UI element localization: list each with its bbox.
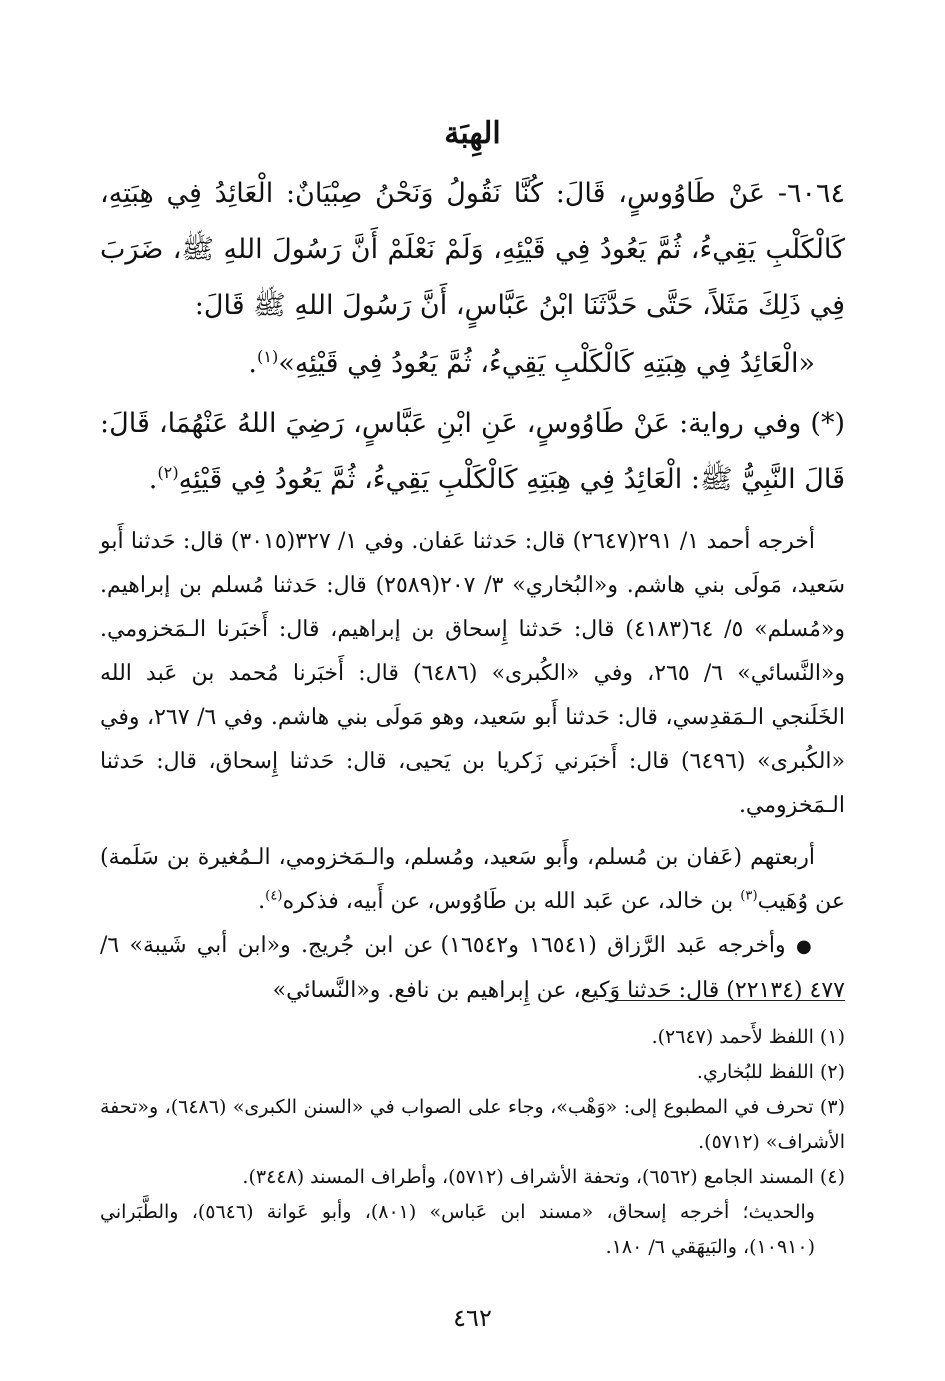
hadith-quote xyxy=(100,336,845,392)
footnote-ref-3: (٣) xyxy=(740,888,758,904)
takhrij-paragraph-3-text: وأخرجه عَبد الرَّزاق (١٦٥٤١ و١٦٥٤٢) عن ابن جُريج. و«ابن أبي شَيبة» ٦/ ٤٧٧ (٢٢١٣٤) قال: حَدثنا وَكيع، عن إِبراهيم بن نافع. و«النَّسائي» xyxy=(100,933,845,1003)
footnote-ref-1: (١) xyxy=(257,347,279,366)
hadith-main-text: ٦٠٦٤- عَنْ طَاوُوسٍ، قَالَ: كُنَّا نَقُولُ وَنَحْنُ صِبْيَانٌ: الْعَائِدُ فِي هِبَتِهِ، كَالْكَلْبِ يَقِيءُ، ثُمَّ يَعُودُ فِي قَيْئِهِ، وَلَمْ نَعْلَمْ أَنَّ رَسُولَ اللهِ ﷺ، ضَرَبَ فِي ذَلِكَ مَثَلاً، حَتَّى حَدَّثَنَا ابْنُ عَبَّاسٍ، أَنَّ رَسُولَ اللهِ ﷺ قَالَ: xyxy=(100,178,845,321)
footnotes xyxy=(100,1020,845,1265)
takhrij-paragraph-2-a: أربعتهم (عَفان بن مُسلم، وأَبو سَعيد، ومُسلم، والـمَخزومي، الـمُغيرة بن سَلَمة) عن وُهَيب xyxy=(100,845,845,914)
takhrij-paragraph-2-end: . xyxy=(258,889,266,914)
footnote-ref-2: (٢) xyxy=(157,463,179,482)
hadith-quote-text: «الْعَائِدُ فِي هِبَتِهِ كَالْكَلْبِ يَقِيءُ، ثُمَّ يَعُودُ فِي قَيْئِهِ» xyxy=(278,348,815,379)
hadith-riwaya-text: (*) وفي رواية: عَنْ طَاوُوسٍ، عَنِ ابْنِ عَبَّاسٍ، رَضِيَ اللهُ عَنْهُمَا، قَالَ: قَالَ النَّبِيُّ ﷺ: الْعَائِدُ فِي هِبَتِهِ كَالْكَلْبِ يَقِيءُ، ثُمَّ يَعُودُ فِي قَيْئِهِ xyxy=(100,408,845,495)
footnote-3: (٣) تحرف في المطبوع إلى: «وَهْب»، وجاء على الصواب في «السنن الكبرى» (٦٤٨٦)، و«تحفة الأشراف» (٥٧١٢). xyxy=(100,1096,845,1153)
takhrij-paragraph-2-b: بن خالد، عن عَبد الله بن طَاوُوس، عن أَبيه، فذكره xyxy=(282,889,741,914)
footnote-divider xyxy=(605,1000,845,1001)
footnote-1: (١) اللفظ لأَحمد (٢٦٤٧). xyxy=(651,1026,845,1048)
page-number: ٤٦٢ xyxy=(453,1304,492,1332)
takhrij-paragraph-2 xyxy=(100,836,845,924)
footnote-ref-4: (٤) xyxy=(265,888,283,904)
chapter-title: الهِبَة xyxy=(444,116,501,151)
hadith-block xyxy=(100,166,845,508)
bullet-icon: ● xyxy=(795,936,815,957)
footnote-4-continuation: والحديث؛ أخرجه إسحاق، «مسند ابن عَباس» (٨٠١)، وأبو عَوانة (٥٦٤٦)، والطَّبَراني (١٠٩١٠)، والبَيهَقي ٦/ ١٨٠. xyxy=(100,1201,815,1258)
hadith-riwaya xyxy=(100,396,845,508)
takhrij-paragraph-1: أخرجه أحمد ١/ ٢٩١(٢٦٤٧) قال: حَدثنا عَفان. وفي ١/ ٣٢٧(٣٠١٥) قال: حَدثنا أَبو سَعيد، مَولَى بني هاشم. و«البُخاري» ٣/ ٢٠٧(٢٥٨٩) قال: حَدثنا مُسلم بن إبراهيم. و«مُسلم» ٥/ ٦٤(٤١٨٣) قال: حَدثنا إِسحاق بن إبراهيم، قال: أَخبَرنا الـمَخزومي. و«النَّسائي» ٦/ ٢٦٥، وفي «الكُبرى» (٦٤٨٦) قال: أَخبَرنا مُحمد بن عَبد الله الخَلَنجي الـمَقدِسي، قال: حَدثنا أَبو سَعيد، وهو مَولَى بني هاشم. وفي ٦/ ٢٦٧، وفي «الكُبرى» (٦٤٩٦) قال: أَخبَرني زَكريا بن يَحيى، قال: حَدثنا إِسحاق، قال: حَدثنا الـمَخزومي. xyxy=(100,529,846,818)
footnote-4: (٤) المسند الجامع (٦٥٦٢)، وتحفة الأشراف (٥٧١٢)، وأطراف المسند (٣٤٤٨). xyxy=(242,1166,845,1188)
footnote-2: (٢) اللفظ للبُخاري. xyxy=(696,1061,845,1083)
takhrij-block xyxy=(100,520,845,1013)
hadith-quote-end: . xyxy=(248,348,258,379)
hadith-riwaya-end: . xyxy=(148,464,158,495)
